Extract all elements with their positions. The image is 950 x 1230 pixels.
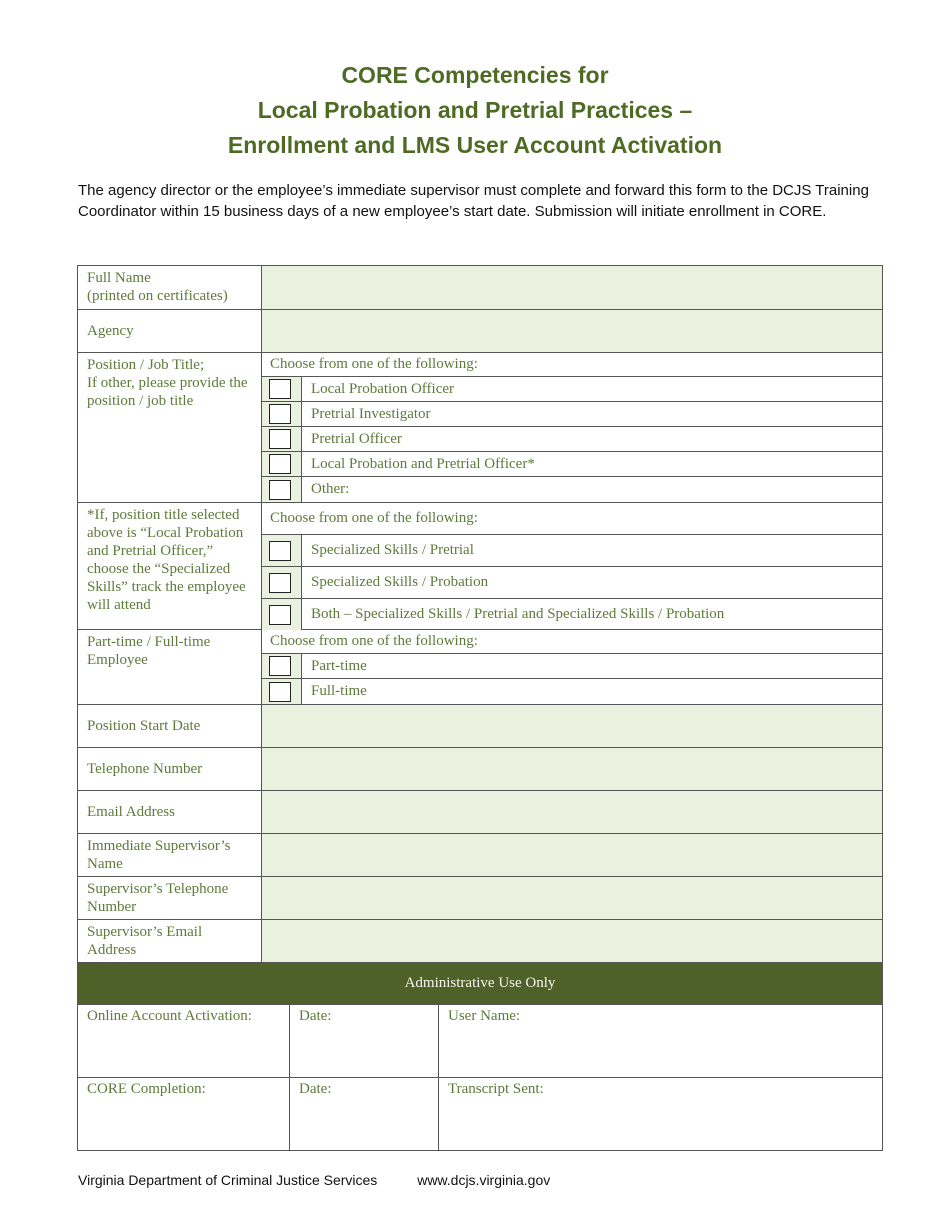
admin-use-header: Administrative Use Only: [78, 963, 882, 1005]
track-option-label: Specialized Skills / Pretrial: [311, 542, 474, 558]
page-title: [0, 58, 950, 163]
track-option-label: Both – Specialized Skills / Pretrial and Specialized Skills / Probation: [311, 606, 725, 622]
track-option-label: Specialized Skills / Probation: [311, 574, 489, 590]
track-checkbox-0[interactable]: [269, 541, 291, 561]
track-checkbox-1[interactable]: [269, 573, 291, 593]
position-checkbox-1[interactable]: [269, 404, 291, 424]
transcript-field[interactable]: Transcript Sent:: [448, 1081, 544, 1097]
supervisor-email-input[interactable]: [262, 920, 882, 962]
track-checkbox-2[interactable]: [269, 605, 291, 625]
position-option-label: Pretrial Officer: [311, 430, 402, 447]
position-checkbox-4[interactable]: [269, 480, 291, 500]
agency-input[interactable]: [262, 310, 882, 352]
start-date-label: Position Start Date: [78, 705, 262, 747]
track-label: *If, position title selected above is “Local Probation and Pretrial Officer,” choose the “Specialized Skills” track the employee will attend: [78, 503, 262, 629]
employment-checkbox-0[interactable]: [269, 656, 291, 676]
email-label: Email Address: [78, 791, 262, 833]
supervisor-email-label: Supervisor’s Email Address: [78, 920, 262, 962]
completion-date-field[interactable]: Date:: [290, 1078, 439, 1150]
title-line-2: Local Probation and Pretrial Practices –: [257, 97, 693, 123]
position-option-label: Local Probation Officer: [311, 380, 455, 397]
position-option[interactable]: [262, 477, 882, 502]
position-option-label: Local Probation and Pretrial Officer*: [311, 455, 535, 472]
employment-option-label: Full-time: [311, 683, 367, 699]
full-name-label: [78, 266, 262, 309]
completion-label: CORE Completion:: [78, 1078, 290, 1150]
track-option[interactable]: [262, 567, 882, 599]
agency-label: Agency: [78, 310, 262, 352]
supervisor-phone-label: Supervisor’s Telephone Number: [78, 877, 262, 919]
page-footer: [78, 1172, 586, 1188]
supervisor-name-input[interactable]: [262, 834, 882, 876]
position-checkbox-0[interactable]: [269, 379, 291, 399]
position-checkbox-2[interactable]: [269, 429, 291, 449]
position-label: [78, 353, 262, 502]
full-name-input[interactable]: [262, 266, 882, 309]
enrollment-form: [77, 265, 883, 1151]
position-choose-text: Choose from one of the following:: [262, 353, 882, 377]
employment-option-label: Part-time: [311, 657, 367, 674]
telephone-label: Telephone Number: [78, 748, 262, 790]
employment-option[interactable]: [262, 679, 882, 704]
footer-org: Virginia Department of Criminal Justice Services: [78, 1172, 378, 1188]
telephone-input[interactable]: [262, 748, 882, 790]
username-field[interactable]: User Name:: [448, 1008, 521, 1024]
supervisor-phone-input[interactable]: [262, 877, 882, 919]
position-option-label: Pretrial Investigator: [311, 405, 431, 422]
position-option-label: Other:: [311, 481, 350, 497]
position-option[interactable]: [262, 402, 882, 427]
employment-label: Part-time / Full-time Employee: [78, 630, 262, 704]
track-option[interactable]: [262, 599, 882, 630]
admin-row-activation: [78, 1005, 882, 1078]
admin-row-completion: [78, 1078, 882, 1151]
track-choose-text: Choose from one of the following:: [262, 503, 882, 535]
employment-choose-text: Choose from one of the following:: [262, 630, 882, 654]
footer-url: www.dcjs.virginia.gov: [417, 1172, 551, 1188]
track-option[interactable]: [262, 535, 882, 567]
employment-checkbox-1[interactable]: [269, 682, 291, 702]
position-option[interactable]: [262, 427, 882, 452]
title-line-1: CORE Competencies for: [341, 62, 609, 88]
supervisor-name-label: Immediate Supervisor’s Name: [78, 834, 262, 876]
full-name-label-line1: Full Name: [87, 270, 151, 286]
email-input[interactable]: [262, 791, 882, 833]
intro-paragraph: The agency director or the employee’s immediate supervisor must complete and forward this form to the DCJS Training Coordinator within 15 business days of a new employee’s start date. Submission will initiate enrollment in CORE.: [78, 182, 869, 220]
full-name-label-line2: (printed on certificates): [87, 288, 228, 304]
start-date-input[interactable]: [262, 705, 882, 747]
title-line-3: Enrollment and LMS User Account Activation: [227, 132, 723, 158]
position-label-text: Position / Job Title; If other, please provide the position / job title: [87, 357, 248, 409]
activation-date-field[interactable]: Date:: [290, 1005, 439, 1077]
position-option[interactable]: [262, 377, 882, 402]
activation-label: Online Account Activation:: [78, 1005, 290, 1077]
position-checkbox-3[interactable]: [269, 454, 291, 474]
position-option[interactable]: [262, 452, 882, 477]
employment-option[interactable]: [262, 654, 882, 679]
